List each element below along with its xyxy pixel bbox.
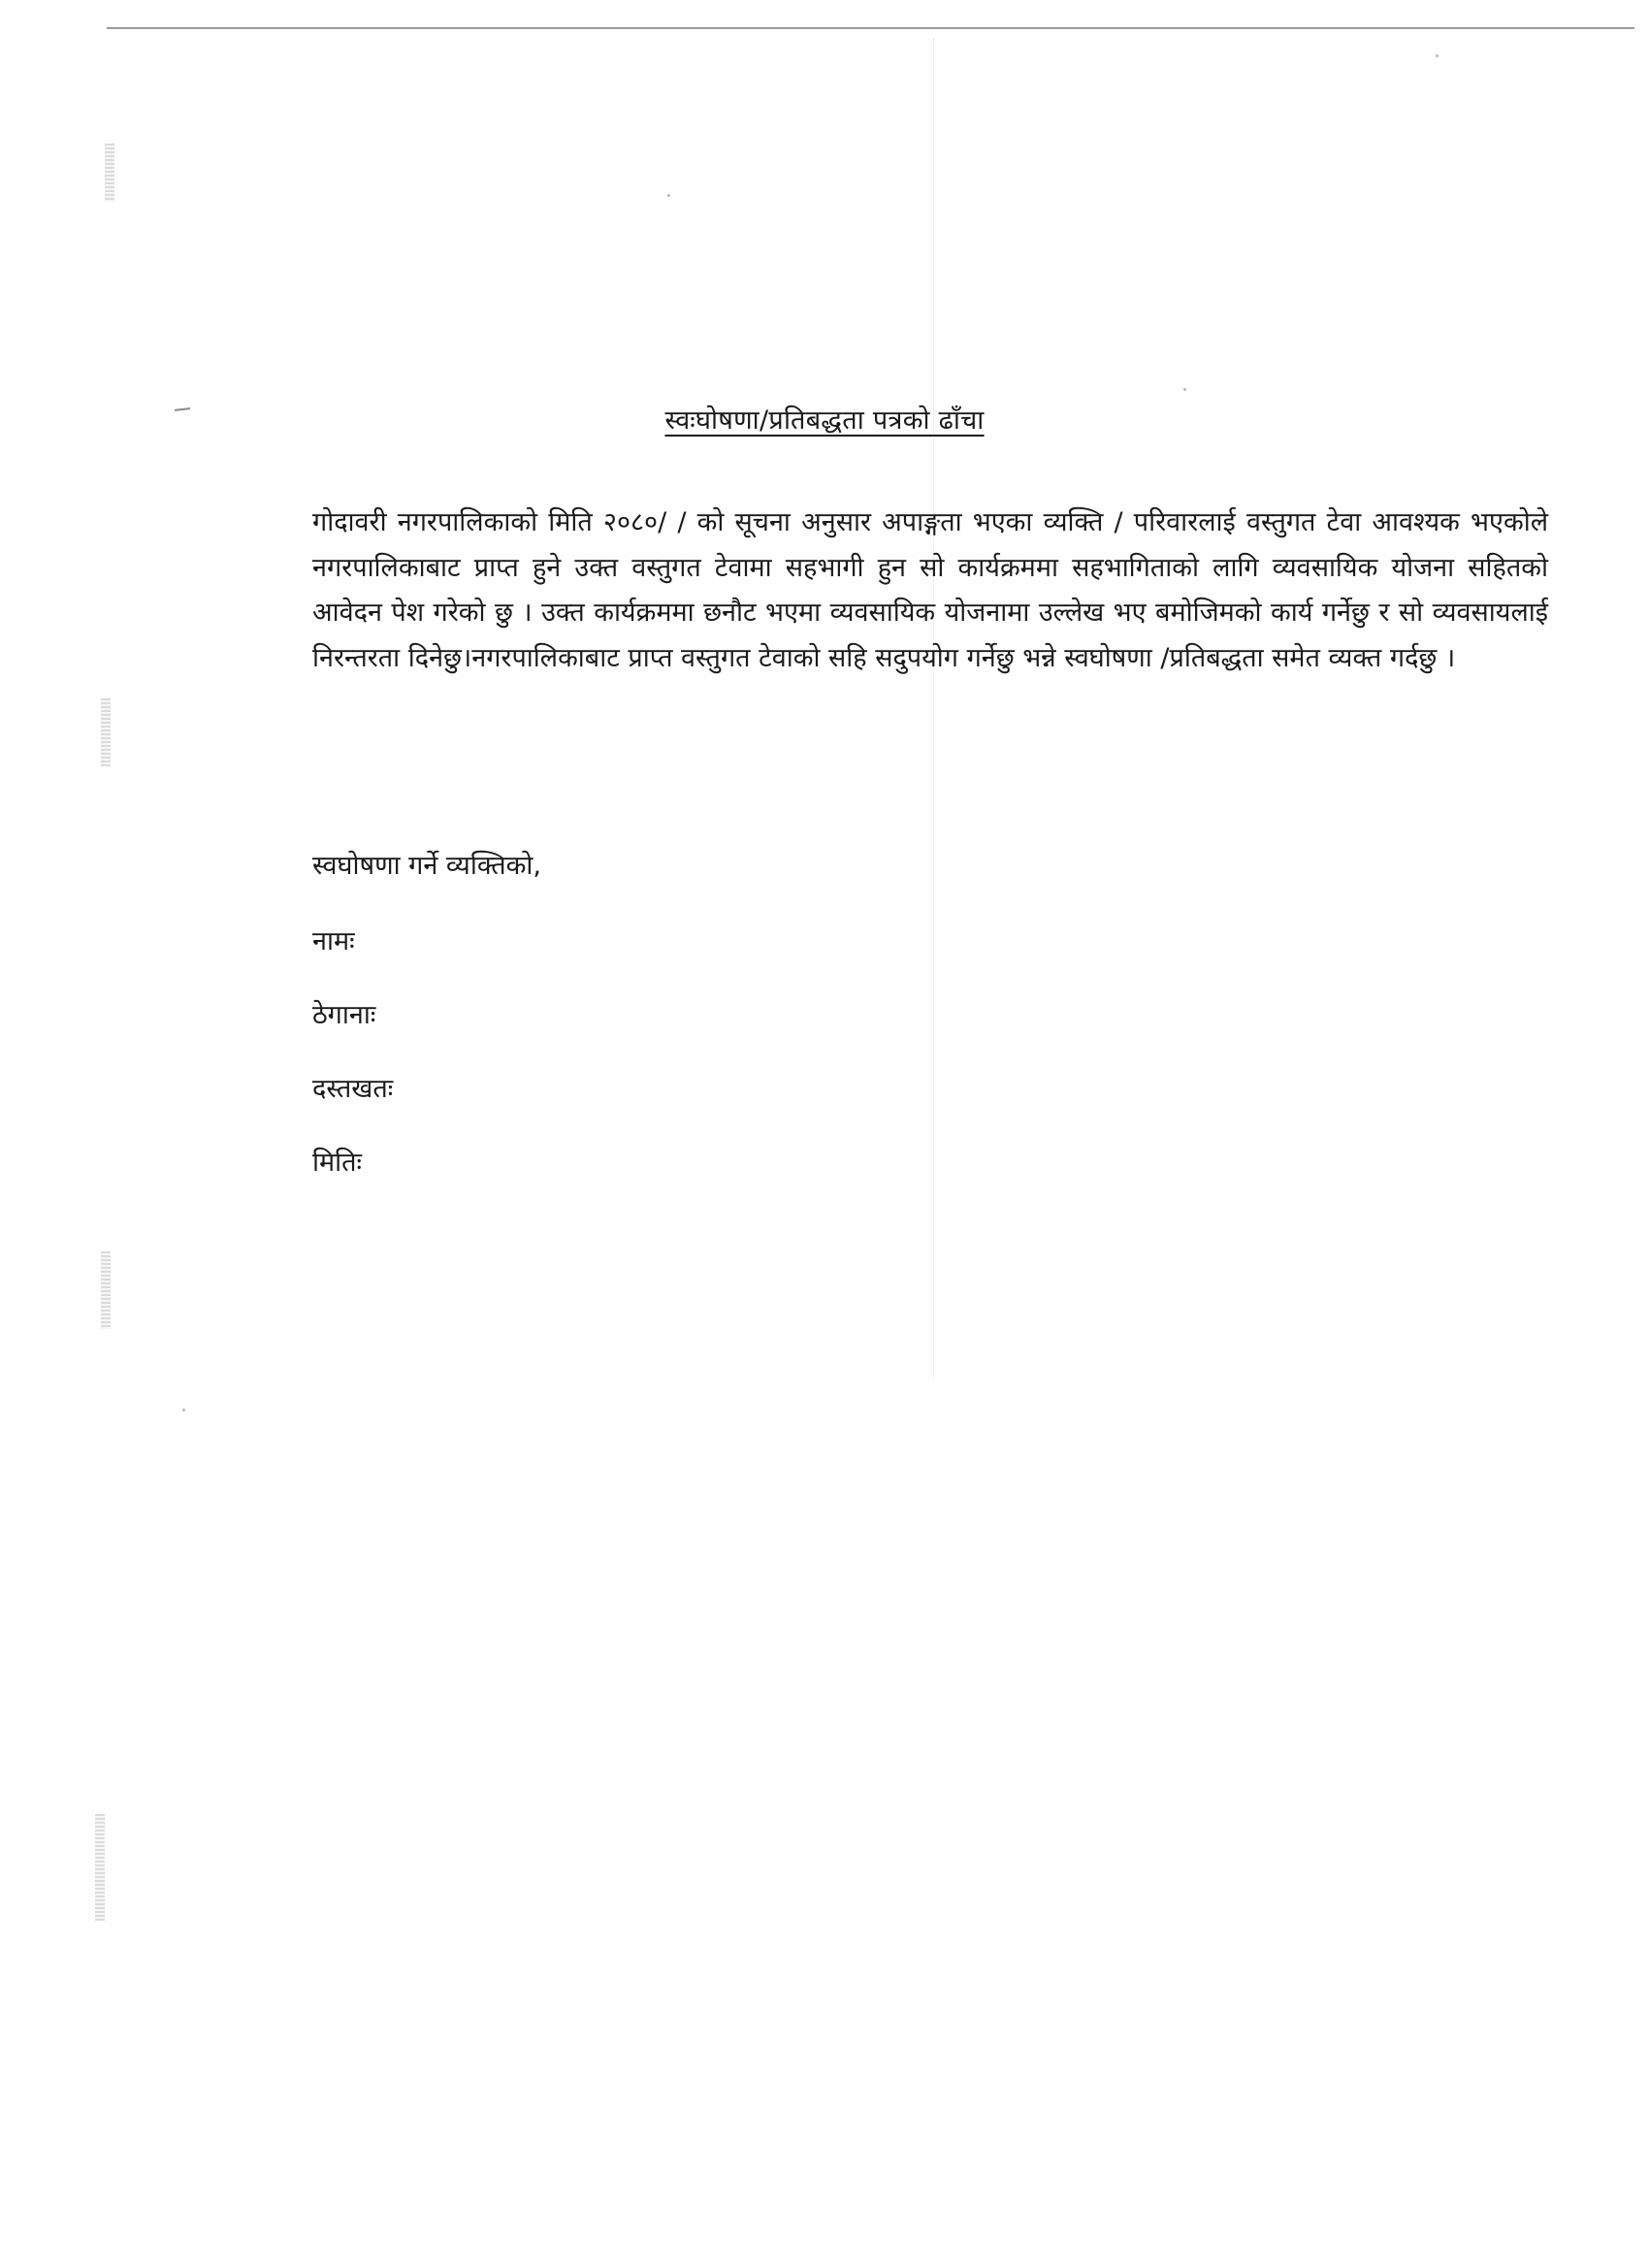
declaration-paragraph: गोदावरी नगरपालिकाको मिति २०८०/ / को सूचना अनुसार अपाङ्गता भएका व्यक्ति / परिवारलाई वस्तुगत टेवा आवश्यक भएकोले नगरपालिकाबाट प्राप्त हुने उक्त वस्तुगत टेवामा सहभागी हुन सो कार्यक्रममा सहभागिताको लागि व्यवसायिक योजना सहितको आवेदन पेश गरेको छु । उक्त कार्यक्रममा छनौट भएमा व्यवसायिक योजनामा उल्लेख भए बमोजिमको कार्य गर्नेछु र सो व्यवसायलाई निरन्तरता दिनेछु।नगरपालिकाबाट प्राप्त वस्तुगत टेवाको सहि सदुपयोग गर्नेछु भन्ने स्वघोषणा /प्रतिबद्धता समेत व्यक्त गर्दछु ।: [312, 507, 1548, 673]
scan-artifact: [101, 698, 111, 766]
scan-artifact: [105, 144, 114, 202]
scan-fold-line: [933, 39, 934, 1377]
scan-artifact: [95, 1814, 105, 1921]
document-title: स्वःघोषणा/प्रतिबद्धता पत्रको ढाँचा: [664, 405, 985, 436]
declarant-heading: स्वघोषणा गर्ने व्यक्तिको,: [312, 851, 541, 881]
scan-artifact: [1436, 54, 1439, 57]
scan-artifact: [101, 1251, 111, 1329]
scan-artifact: [182, 1409, 185, 1411]
signature-field-label: दस्तखतः: [312, 1074, 394, 1104]
scan-artifact: [667, 194, 670, 197]
name-field-label: नामः: [312, 926, 355, 956]
date-field-label: मितिः: [312, 1148, 362, 1178]
scan-artifact: [1183, 388, 1186, 391]
scan-top-rule: [107, 27, 1634, 29]
address-field-label: ठेगानाः: [312, 1000, 376, 1030]
